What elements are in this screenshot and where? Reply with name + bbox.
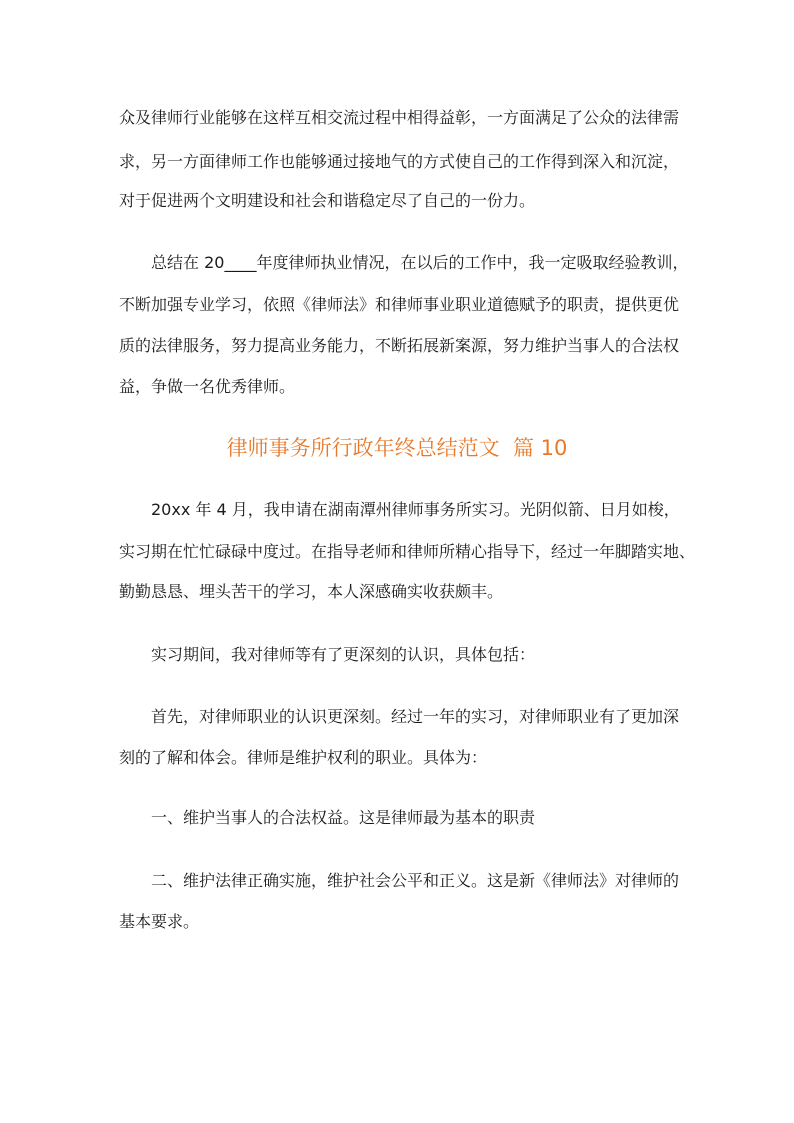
paragraph-1-line-3: 对于促进两个文明建设和社会和谐稳定尽了自己的一份力。 bbox=[119, 191, 536, 210]
paragraph-3-line-2: 实习期在忙忙碌碌中度过。在指导老师和律师所精心指导下，经过一年脚踏实地、 bbox=[119, 542, 696, 561]
paragraph-3-line-3: 勤勤恳恳、埋头苦干的学习，本人深感确实收获颇丰。 bbox=[119, 582, 504, 601]
paragraph-2-line-4: 益，争做一名优秀律师。 bbox=[119, 377, 296, 396]
paragraph-7-line-2: 基本要求。 bbox=[119, 912, 200, 931]
paragraph-1-line-1: 众及律师行业能够在这样互相交流过程中相得益彰，一方面满足了公众的法律需 bbox=[119, 108, 680, 127]
paragraph-3-line-1: 20xx 年 4 月，我申请在湖南潭州律师事务所实习。光阴似箭、日月如梭， bbox=[151, 500, 680, 519]
paragraph-1-line-2: 求，另一方面律师工作也能够通过接地气的方式使自己的工作得到深入和沉淀， bbox=[119, 152, 680, 171]
paragraph-4-line-1: 实习期间，我对律师等有了更深刻的认识，具体包括： bbox=[151, 645, 536, 664]
paragraph-5-line-2: 刻的了解和体会。律师是维护权利的职业。具体为： bbox=[119, 748, 488, 767]
paragraph-2-line-3: 质的法律服务，努力提高业务能力，不断拓展新案源，努力维护当事人的合法权 bbox=[119, 336, 680, 355]
paragraph-6-line-1: 一、维护当事人的合法权益。这是律师最为基本的职责 bbox=[151, 808, 536, 827]
paragraph-2-line-1: 总结在 20____年度律师执业情况，在以后的工作中，我一定吸取经验教训， bbox=[151, 253, 689, 272]
paragraph-7-line-1: 二、维护法律正确实施，维护社会公平和正义。这是新《律师法》对律师的 bbox=[151, 871, 680, 890]
section-title: 律师事务所行政年终总结范文 篇 10 bbox=[226, 436, 568, 460]
paragraph-2-line-2: 不断加强专业学习，依照《律师法》和律师事业职业道德赋予的职责，提供更优 bbox=[119, 295, 680, 314]
paragraph-5-line-1: 首先，对律师职业的认识更深刻。经过一年的实习，对律师职业有了更加深 bbox=[151, 707, 680, 726]
